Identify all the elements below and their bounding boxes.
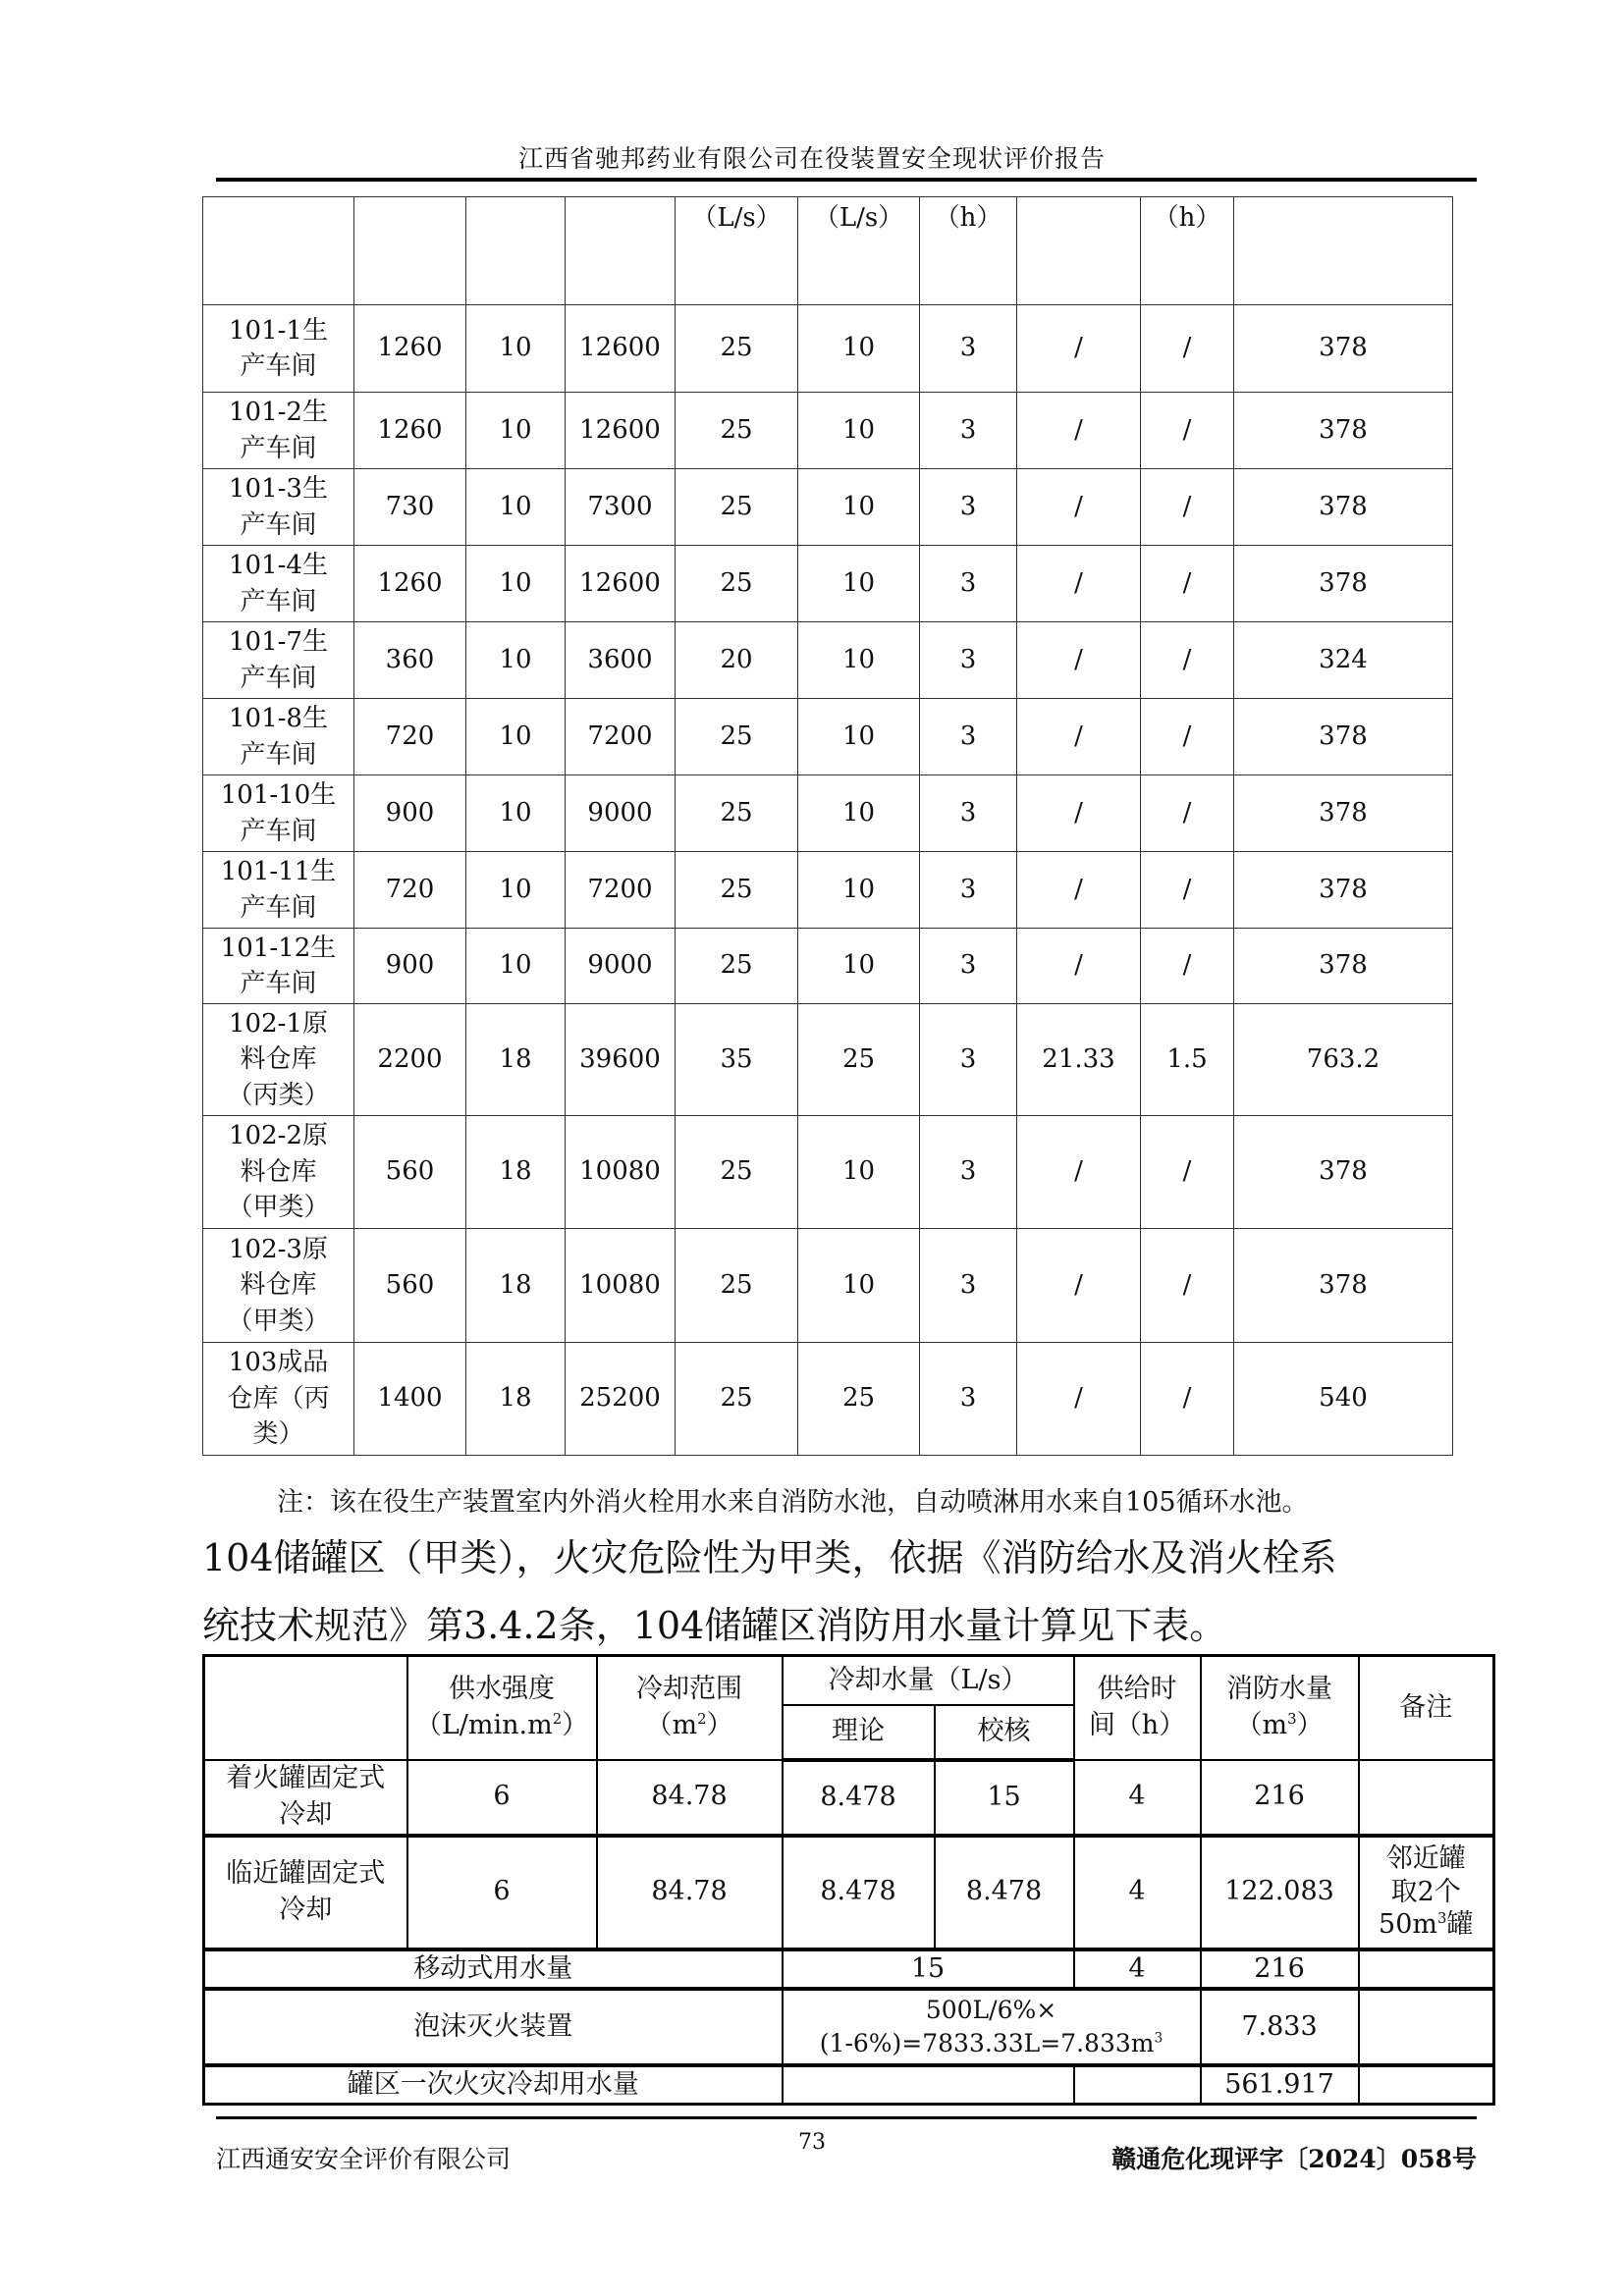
row-label-line: （甲类）	[227, 1306, 330, 1336]
row-label	[203, 305, 354, 393]
row-label	[203, 929, 354, 1004]
table-row	[203, 622, 1453, 699]
cell: 10	[798, 1229, 920, 1343]
table-row	[204, 1989, 1494, 2065]
cell: 10	[466, 929, 566, 1004]
cell: 3	[920, 775, 1017, 852]
cell: 18	[466, 1229, 566, 1343]
cell: 3	[920, 622, 1017, 699]
cell: /	[1141, 546, 1234, 622]
cell: 84.78	[597, 1760, 783, 1836]
cell: /	[1017, 1343, 1141, 1456]
cell: /	[1017, 546, 1141, 622]
cell: /	[1017, 622, 1141, 699]
cell: 324	[1234, 622, 1453, 699]
cell: /	[1017, 1229, 1141, 1343]
cell: /	[1141, 929, 1234, 1004]
cell: 10	[798, 699, 920, 775]
row-label-line: 产车间	[240, 663, 317, 693]
table-row	[203, 929, 1453, 1004]
cell: /	[1017, 852, 1141, 929]
row-label-line: 料仓库	[240, 1044, 317, 1075]
cell: 10080	[566, 1229, 676, 1343]
cell: 1260	[354, 546, 466, 622]
cell: 540	[1234, 1343, 1453, 1456]
row-label	[203, 775, 354, 852]
cell: 6	[407, 1760, 597, 1836]
header-cell	[466, 197, 566, 305]
cell: 10	[466, 469, 566, 546]
table-row	[203, 469, 1453, 546]
table-row	[204, 1949, 1494, 1989]
table-row	[203, 393, 1453, 469]
cell: /	[1141, 775, 1234, 852]
table-row	[204, 2065, 1494, 2105]
header-water: 消防水量 $(m^3)$	[1201, 1656, 1359, 1760]
cell: 7200	[566, 852, 676, 929]
row-label-line: 102-2原	[229, 1121, 328, 1151]
row-label-line: 101-4生	[229, 551, 328, 581]
footer-company: 江西通安安全评价有限公司	[216, 2145, 512, 2173]
cell: 9000	[566, 775, 676, 852]
cell: 15	[783, 1949, 1074, 1989]
cell: 8.478	[935, 1836, 1074, 1949]
cell: 378	[1234, 1116, 1453, 1229]
header-cell: （h）	[1141, 197, 1234, 305]
cell: 10	[798, 393, 920, 469]
cell: 7.833	[1201, 1989, 1359, 2065]
cell: /	[1141, 1116, 1234, 1229]
row-label-line: 料仓库	[240, 1156, 317, 1187]
cell: 4	[1074, 1949, 1201, 1989]
row-label-line: 产车间	[240, 969, 317, 998]
paragraph-line: 104储罐区（甲类），火灾危险性为甲类，依据《消防给水及消火栓系	[202, 1536, 1337, 1579]
table-row	[203, 1116, 1453, 1229]
header-divider	[216, 178, 1477, 182]
cell: 10	[466, 852, 566, 929]
cell: /	[1141, 852, 1234, 929]
row-label	[203, 699, 354, 775]
cell: 378	[1234, 546, 1453, 622]
cell: 8.478	[783, 1836, 935, 1949]
paragraph-line: 统技术规范》第3.4.2条，104储罐区消防用水量计算见下表。	[202, 1604, 1227, 1647]
cell: 7300	[566, 469, 676, 546]
table-row	[204, 1760, 1494, 1836]
cell: 3	[920, 699, 1017, 775]
footer-divider	[216, 2116, 1477, 2119]
cell: 1400	[354, 1343, 466, 1456]
header-remark: 备注	[1359, 1656, 1494, 1760]
cell: 763.2	[1234, 1004, 1453, 1116]
cell	[1359, 1760, 1494, 1836]
row-label-line: 101-3生	[229, 474, 328, 505]
cell: 35	[676, 1004, 798, 1116]
cell: 10	[798, 1116, 920, 1229]
cell: 6	[407, 1836, 597, 1949]
cell: 10	[466, 622, 566, 699]
cell: 8.478	[783, 1760, 935, 1836]
row-label-line: 仓库（丙	[227, 1383, 330, 1414]
cell: 3600	[566, 622, 676, 699]
row-label-line: （丙类）	[227, 1080, 330, 1110]
table-row	[203, 1229, 1453, 1343]
cell: 39600	[566, 1004, 676, 1116]
cell: 378	[1234, 775, 1453, 852]
row-label	[203, 1004, 354, 1116]
cell: /	[1141, 622, 1234, 699]
row-label-line: 产车间	[240, 351, 317, 381]
cell: 10	[798, 929, 920, 1004]
cell: /	[1141, 699, 1234, 775]
table-row	[203, 852, 1453, 929]
cell: /	[1141, 1343, 1234, 1456]
cell: 7200	[566, 699, 676, 775]
row-label-line: 103成品	[228, 1348, 329, 1378]
cell: 25	[676, 393, 798, 469]
cell: /	[1141, 469, 1234, 546]
header-cell: （L/s）	[676, 197, 798, 305]
row-label-line: 101-11生	[220, 857, 337, 887]
table-row	[203, 305, 1453, 393]
water-usage-table	[202, 196, 1453, 1456]
row-label: 罐区一次火灾冷却用水量	[204, 2065, 783, 2105]
cell: 10	[466, 393, 566, 469]
cell: 3	[920, 1116, 1017, 1229]
cell: /	[1017, 1116, 1141, 1229]
cell: 3	[920, 1229, 1017, 1343]
cell: 2200	[354, 1004, 466, 1116]
cell: /	[1141, 305, 1234, 393]
cell: 18	[466, 1004, 566, 1116]
cell: 15	[935, 1760, 1074, 1836]
cell: 25	[676, 305, 798, 393]
header-row	[203, 197, 1453, 305]
header-cell	[203, 197, 354, 305]
cell: 378	[1234, 469, 1453, 546]
cell: 12600	[566, 305, 676, 393]
row-label: 临近罐固定式 冷却	[204, 1836, 407, 1949]
cell: 10	[798, 469, 920, 546]
cell: 900	[354, 929, 466, 1004]
header-title: 江西省驰邦药业有限公司在役装置安全现状评价报告	[517, 144, 1106, 173]
cell: 3	[920, 546, 1017, 622]
table-row	[203, 1004, 1453, 1116]
row-label	[203, 1116, 354, 1229]
cell: 84.78	[597, 1836, 783, 1949]
cell: 378	[1234, 393, 1453, 469]
row-label-line: 产车间	[240, 816, 317, 846]
row-label	[203, 622, 354, 699]
row-label-line: 101-7生	[229, 627, 328, 658]
header-cell	[1017, 197, 1141, 305]
cell: 1260	[354, 393, 466, 469]
table-row	[203, 546, 1453, 622]
cell: 10	[466, 305, 566, 393]
cell: 9000	[566, 929, 676, 1004]
row-label-line: 产车间	[240, 586, 317, 616]
row-label-line: 类）	[252, 1419, 304, 1450]
cell	[1074, 2065, 1201, 2105]
cell: 18	[466, 1116, 566, 1229]
cell: 378	[1234, 1229, 1453, 1343]
header-cell	[566, 197, 676, 305]
row-label	[203, 1343, 354, 1456]
cell: 730	[354, 469, 466, 546]
row-label: 着火罐固定式 冷却	[204, 1760, 407, 1836]
cell: /	[1017, 469, 1141, 546]
cell: 378	[1234, 852, 1453, 929]
header-cooling: 冷却水量（L/s）	[783, 1656, 1074, 1705]
row-label	[203, 852, 354, 929]
cell: 25	[798, 1004, 920, 1116]
cell: 900	[354, 775, 466, 852]
row-label: 泡沫灭火装置	[204, 1989, 783, 2065]
cell: 25	[676, 546, 798, 622]
table-row	[204, 1836, 1494, 1949]
row-label-line: 101-1生	[229, 315, 328, 346]
cell: /	[1017, 305, 1141, 393]
row-label	[203, 1229, 354, 1343]
header-cell	[354, 197, 466, 305]
cell: 10	[798, 546, 920, 622]
cell: 10	[466, 775, 566, 852]
cell: 20	[676, 622, 798, 699]
cell: 4	[1074, 1836, 1201, 1949]
row-label-line: 产车间	[240, 739, 317, 770]
header-cell	[204, 1656, 407, 1760]
cell: 21.33	[1017, 1004, 1141, 1116]
cell: 3	[920, 1004, 1017, 1116]
cell: 10	[466, 699, 566, 775]
row-label-line: 101-8生	[229, 704, 328, 734]
table-row	[203, 699, 1453, 775]
table-row	[203, 1343, 1453, 1456]
row-label: 移动式用水量	[204, 1949, 783, 1989]
row-label-line: 102-3原	[229, 1234, 328, 1264]
cell: 378	[1234, 929, 1453, 1004]
formula-cell: 500L/6%× $(1-6\%)=7833.33L=7.833m^3$	[783, 1989, 1201, 2065]
cell: 1.5	[1141, 1004, 1234, 1116]
cell: 3	[920, 393, 1017, 469]
table-note: 注：该在役生产装置室内外消火栓用水来自消防水池，自动喷淋用水来自105循环水池。	[277, 1487, 1309, 1518]
cell: 216	[1201, 1760, 1359, 1836]
cell: 720	[354, 852, 466, 929]
cell: 10	[798, 775, 920, 852]
cell: 1260	[354, 305, 466, 393]
cell: 10080	[566, 1116, 676, 1229]
cell: 12600	[566, 393, 676, 469]
row-label	[203, 546, 354, 622]
cell: 378	[1234, 305, 1453, 393]
cell: 25	[676, 1343, 798, 1456]
page-number: 73	[798, 2130, 826, 2155]
cell: 25	[676, 1116, 798, 1229]
header-time: 供给时 间（h）	[1074, 1656, 1201, 1760]
cell	[1359, 1989, 1494, 2065]
cell: /	[1141, 393, 1234, 469]
cell: 18	[466, 1343, 566, 1456]
cell: 25	[676, 852, 798, 929]
cell: 360	[354, 622, 466, 699]
header-range: 冷却范围 $(m^2)$	[597, 1656, 783, 1760]
tank-area-water-table	[202, 1654, 1495, 2106]
cell: /	[1017, 699, 1141, 775]
cell: 3	[920, 1343, 1017, 1456]
cell: 25	[676, 1229, 798, 1343]
header-intensity: 供水强度 $(L/\min.m^2)$	[407, 1656, 597, 1760]
cell: 3	[920, 305, 1017, 393]
row-label	[203, 393, 354, 469]
cell	[1359, 2065, 1494, 2105]
cell: /	[1017, 393, 1141, 469]
cell: /	[1017, 929, 1141, 1004]
cell: 25	[676, 699, 798, 775]
header-check: 校核	[935, 1705, 1074, 1760]
header-cell: （h）	[920, 197, 1017, 305]
row-label-line: 产车间	[240, 509, 317, 540]
header-cell	[1234, 197, 1453, 305]
cell: 216	[1201, 1949, 1359, 1989]
header-theory: 理论	[783, 1705, 935, 1760]
cell: 560	[354, 1116, 466, 1229]
table-row	[203, 775, 1453, 852]
footer-doc-number: 赣通危化现评字〔2024〕058号	[1111, 2145, 1477, 2173]
cell: 378	[1234, 699, 1453, 775]
cell	[783, 2065, 1074, 2105]
cell: 3	[920, 469, 1017, 546]
cell: /	[1141, 1229, 1234, 1343]
cell: 3	[920, 929, 1017, 1004]
cell: 4	[1074, 1760, 1201, 1836]
cell: 10	[798, 622, 920, 699]
row-label-line: （甲类）	[227, 1193, 330, 1223]
row-label	[203, 469, 354, 546]
cell: 561.917	[1201, 2065, 1359, 2105]
cell: 25	[798, 1343, 920, 1456]
cell: 25	[676, 929, 798, 1004]
row-label-line: 101-10生	[220, 780, 337, 811]
cell	[1359, 1949, 1494, 1989]
remark-cell: 邻近罐 取2个 $50m^3$罐	[1359, 1836, 1494, 1949]
row-label-line: 料仓库	[240, 1270, 317, 1301]
cell: 25	[676, 775, 798, 852]
cell: 560	[354, 1229, 466, 1343]
row-label-line: 产车间	[240, 892, 317, 923]
cell: 10	[798, 852, 920, 929]
cell: 12600	[566, 546, 676, 622]
cell: 122.083	[1201, 1836, 1359, 1949]
cell: 3	[920, 852, 1017, 929]
row-label-line: 101-12生	[220, 933, 337, 963]
cell: 25200	[566, 1343, 676, 1456]
row-label-line: 102-1原	[229, 1008, 328, 1039]
header-cell: （L/s）	[798, 197, 920, 305]
cell: 25	[676, 469, 798, 546]
row-label-line: 产车间	[240, 433, 317, 463]
row-label-line: 101-2生	[229, 398, 328, 428]
cell: 720	[354, 699, 466, 775]
cell: /	[1017, 775, 1141, 852]
cell: 10	[798, 305, 920, 393]
cell: 10	[466, 546, 566, 622]
